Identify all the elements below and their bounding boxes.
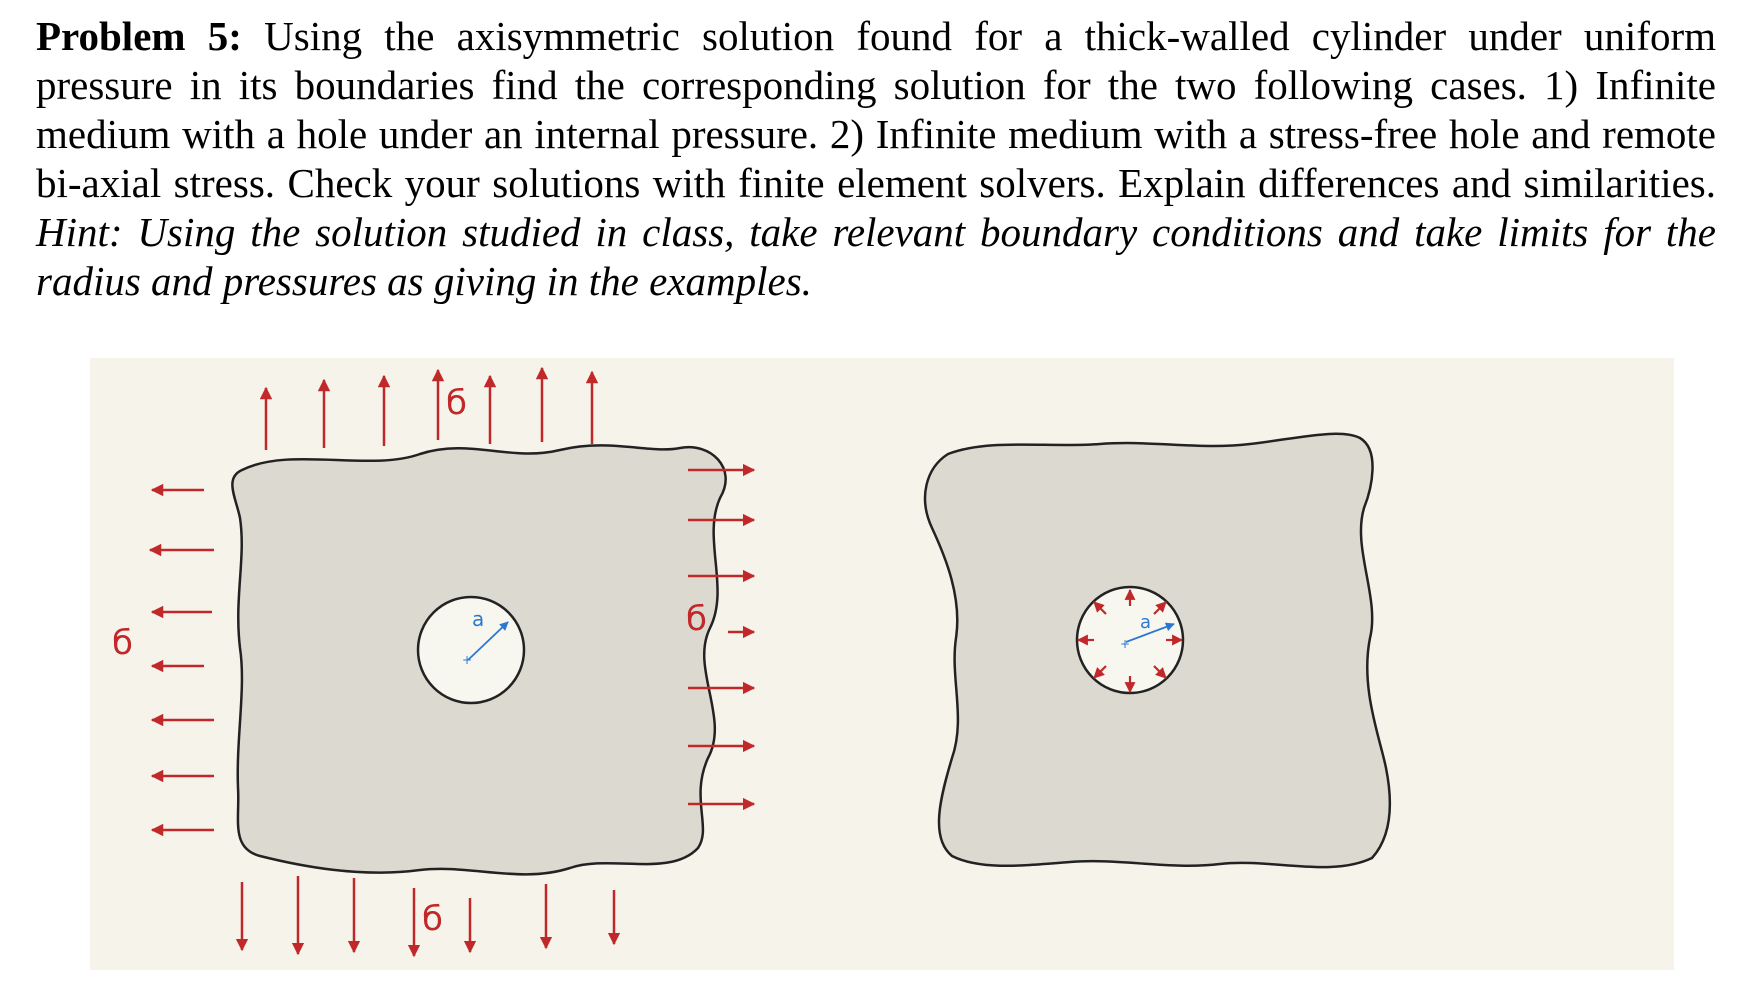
problem-label: Problem 5:: [36, 13, 242, 59]
left-center-mark: +: [462, 653, 473, 667]
left-side-arrows: [150, 490, 214, 830]
left-side-stress-label: б: [112, 623, 133, 663]
problem-hint: Hint: Using the solution studied in class, take relevant boundary conditions and take limits for the radius and pressures as giving in the examples.: [36, 209, 1716, 304]
left-panel: [112, 368, 754, 956]
left-bottom-stress-label: б: [422, 899, 443, 939]
figure-drawing: [90, 358, 1674, 970]
left-radius-label: a: [472, 607, 485, 631]
right-radius-label: a: [1140, 612, 1152, 633]
right-panel: [925, 434, 1390, 867]
right-center-mark: +: [1120, 637, 1131, 651]
problem-body: Using the axisymmetric solution found for a thick-walled cylinder under uniform pressure in its boundaries find the corresponding solution for the two following cases. 1) Infinite medium with a hole under an internal pressure. 2) Infinite medium with a stress-free hole and remote bi-axial stress. Check your solutions with finite element solvers. Explain differences and similarities.: [36, 13, 1716, 206]
left-top-stress-label: б: [446, 383, 467, 423]
right-side-stress-label: б: [686, 599, 707, 639]
figure: [90, 358, 1674, 970]
left-top-arrows: [266, 368, 592, 450]
left-hole: [418, 597, 524, 703]
problem-statement: [36, 12, 1716, 306]
